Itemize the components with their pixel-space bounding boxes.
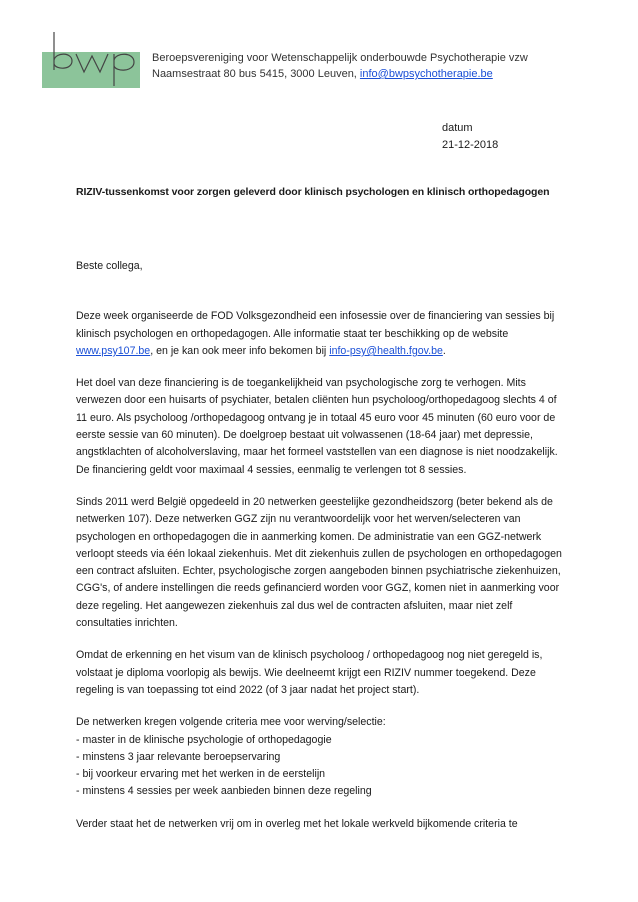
paragraph-infosessie-mid: , en je kan ook meer info bekomen bij	[150, 344, 330, 357]
criteria-item: - minstens 3 jaar relevante beroepservaring	[76, 750, 281, 763]
organization-name: Beroepsvereniging voor Wetenschappelijk onderbouwde Psychotherapie vzw	[152, 52, 528, 64]
organization-address	[152, 66, 528, 82]
bwp-logo-lettering-icon	[42, 30, 140, 88]
date-value: 21-12-2018	[442, 139, 499, 151]
info-psy-email-link[interactable]: info-psy@health.fgov.be	[329, 344, 443, 357]
date-label: datum	[442, 122, 473, 134]
criteria-item: - master in de klinische psychologie of orthopedagogie	[76, 733, 332, 746]
organization-header	[152, 50, 528, 82]
letter-subject: RIZIV-tussenkomst voor zorgen geleverd door klinisch psychologen en klinisch orthopedagogen	[76, 186, 550, 198]
criteria-intro: De netwerken kregen volgende criteria mee voor werving/selectie:	[76, 716, 386, 729]
psy107-link[interactable]: www.psy107.be	[76, 344, 151, 357]
paragraph-infosessie-text: Deze week organiseerde de FOD Volksgezondheid een infosessie over de financiering van sessies bij klinisch psychologen en orthopedagogen. Alle informatie staat ter beschikking op de website	[76, 310, 555, 340]
date-block	[442, 120, 498, 154]
address-text: Naamsestraat 80 bus 5415, 3000 Leuven,	[152, 68, 360, 80]
paragraph-doel: Het doel van deze financiering is de toegankelijkheid van psychologische zorg te verhogen. Mits verwezen door een huisarts of psychiater, betalen cliënten hun psycholoog/orthopedagoog slechts 4 of 11 euro. Als psycholoog /orthopedagoog ontvang je in totaal 45 euro voor 45 minuten (60 euro voor de eerste sessie van 60 minuten). De doelgroep bestaat uit volwassenen (18-64 jaar) met depressie, angstklachten of alcoholverslaving, maar het formeel vaststellen van een diagnose is niet noodzakelijk. De financiering geldt voor maximaal 4 sessies, eenmalig te verlengen tot 8 sessies.	[76, 377, 558, 476]
paragraph-netwerken: Sinds 2011 werd België opgedeeld in 20 netwerken geestelijke gezondheidszorg (beter bekend als de netwerken 107). Deze netwerken GGZ zijn nu verantwoordelijk voor het werven/selecteren van psychologen en orthopedagogen die in aanmerking komen. De administratie van een GGZ-netwerk verloopt steeds via één lokaal ziekenhuis. Met dit ziekenhuis zullen de psychologen en orthopedagogen een contract afsluiten. Echter, psychologische zorgen aangeboden binnen psychiatrische ziekenhuizen, CGG's, of andere instellingen die reeds gefinancierd worden voor GGZ, komen niet in aanmerking voor deze regeling. Het aangewezen ziekenhuis zal dus wel de contracten afsluiten, maar niet zelf consultaties inrichten.	[76, 495, 562, 630]
paragraph-erkenning: Omdat de erkenning en het visum van de klinisch psycholoog / orthopedagoog nog niet geregeld is, volstaat je diploma voorlopig als bewijs. Wie deelneemt krijgt een RIZIV nummer toegekend. Deze regeling is van toepassing tot eind 2022 (of 3 jaar nadat het project start).	[76, 649, 543, 696]
letter-body	[76, 258, 564, 848]
criteria-section	[76, 714, 564, 800]
criteria-item: - bij voorkeur ervaring met het werken in de eerstelijn	[76, 768, 326, 781]
paragraph-infosessie	[76, 308, 564, 360]
paragraph-verder: Verder staat het de netwerken vrij om in overleg met het lokale werkveld bijkomende criteria te	[76, 817, 518, 830]
paragraph-infosessie-end: .	[442, 344, 446, 357]
organization-email-link[interactable]: info@bwpsychotherapie.be	[359, 68, 493, 80]
bwp-logo	[42, 30, 140, 88]
criteria-item: - minstens 4 sessies per week aanbieden binnen deze regeling	[76, 785, 372, 798]
greeting: Beste collega,	[76, 260, 143, 272]
